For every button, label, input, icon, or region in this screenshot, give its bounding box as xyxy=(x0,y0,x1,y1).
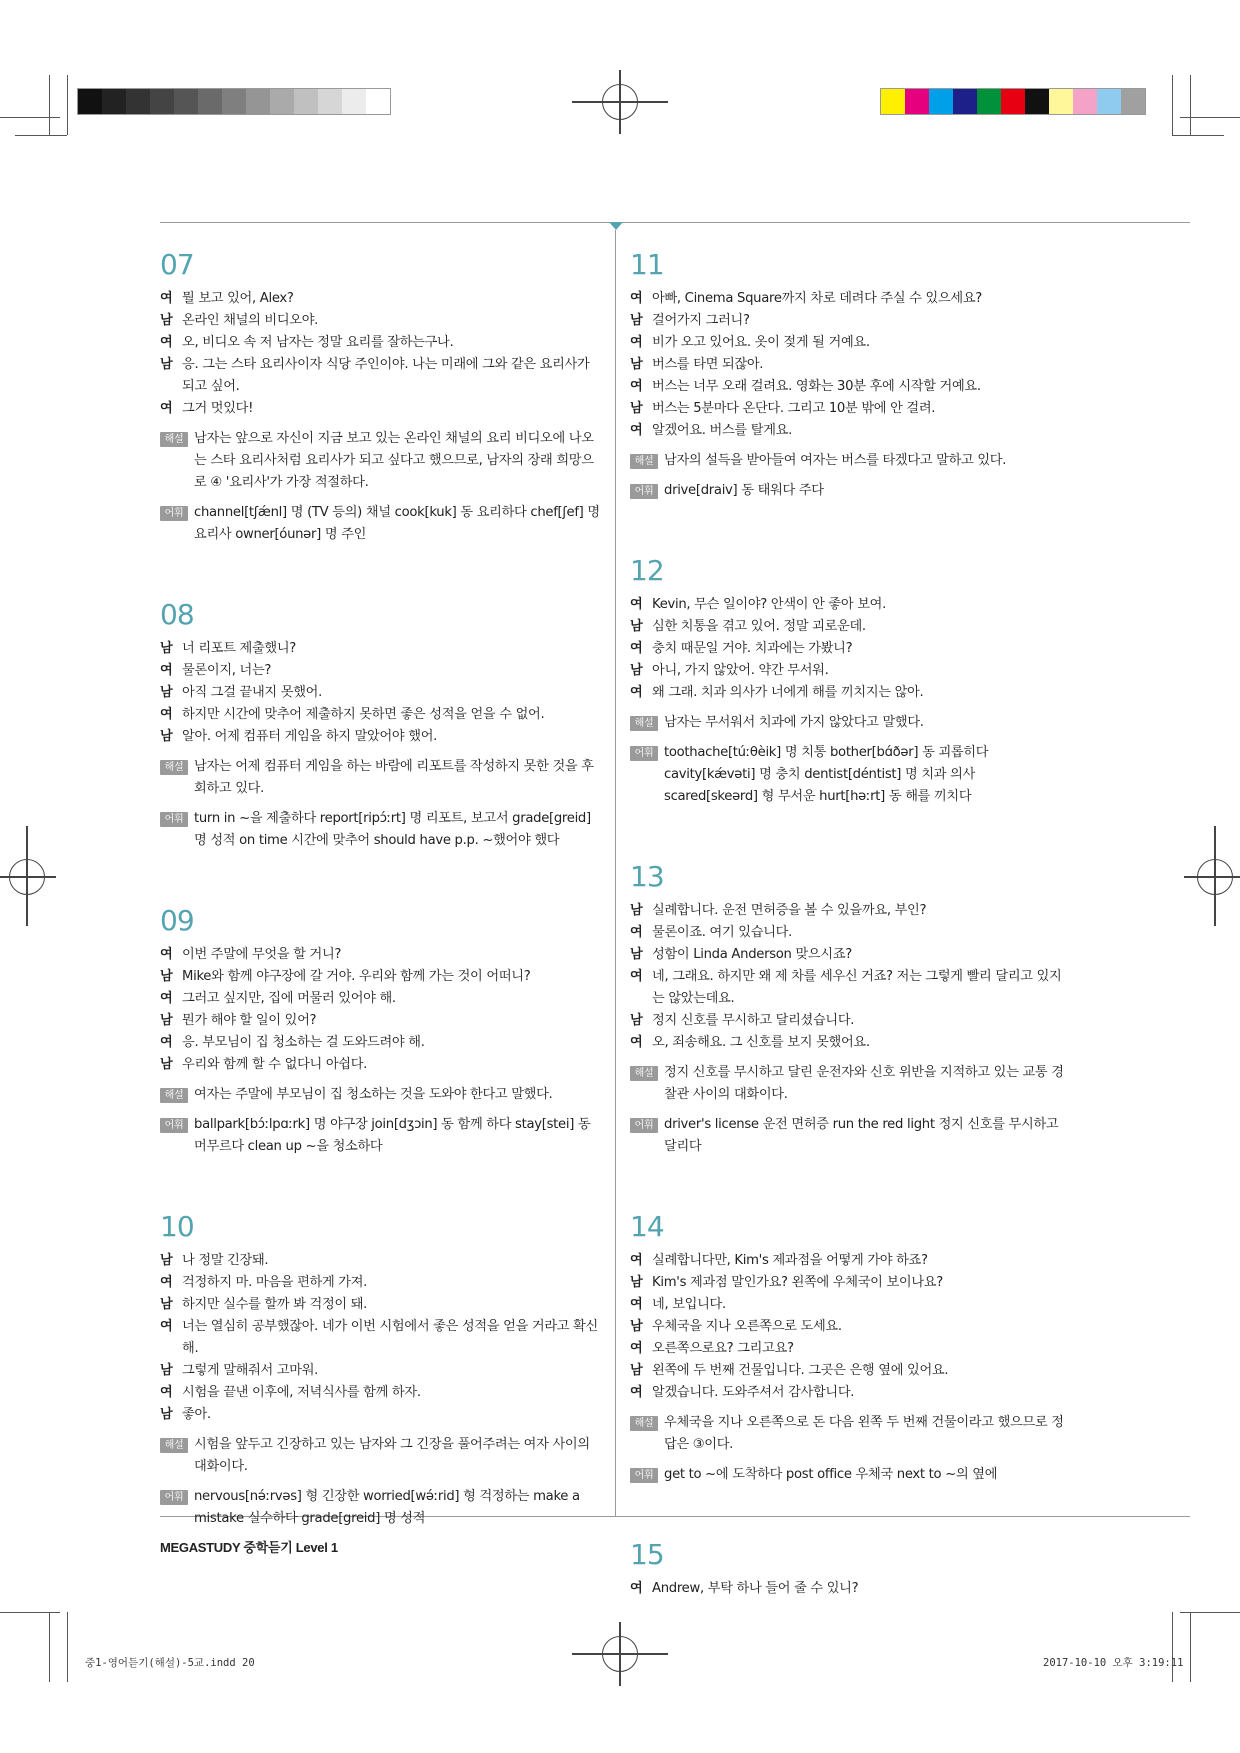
explanation-tag: 해설 xyxy=(160,1088,188,1103)
top-rule xyxy=(160,222,1190,223)
dialogue xyxy=(630,288,1070,442)
dialogue-line xyxy=(160,682,600,704)
left-column xyxy=(160,248,600,1582)
dialogue-text: 알겠어요. 버스를 탈게요. xyxy=(652,423,792,438)
question-number: 14 xyxy=(630,1210,664,1243)
swatch xyxy=(270,89,294,114)
vocabulary-tag: 어휘 xyxy=(630,1118,658,1133)
dialogue xyxy=(160,944,600,1076)
speaker-label: 여 xyxy=(160,663,173,678)
dialogue-text: Kevin, 무슨 일이야? 안색이 안 좋아 보여. xyxy=(652,597,886,612)
speaker-label: 남 xyxy=(630,357,643,372)
dialogue-line xyxy=(630,398,1070,420)
dialogue-text: 왜 그래. 치과 의사가 너에게 해를 끼치지는 않아. xyxy=(652,685,924,700)
dialogue-line xyxy=(630,900,1070,922)
swatch xyxy=(342,89,366,114)
vocabulary-text: drive[draiv] 동 태워다 주다 xyxy=(664,483,824,498)
speaker-label: 여 xyxy=(630,685,643,700)
question-block xyxy=(160,1210,600,1530)
dialogue-line xyxy=(630,922,1070,944)
speaker-label: 여 xyxy=(630,925,643,940)
swatch xyxy=(150,89,174,114)
speaker-label: 남 xyxy=(160,1407,173,1422)
question-number: 15 xyxy=(630,1538,664,1571)
dialogue-line xyxy=(630,1250,1070,1272)
dialogue-text: 알아. 어제 컴퓨터 게임을 하지 말았어야 했어. xyxy=(182,729,438,744)
dialogue-text: 우리와 함께 할 수 없다니 아쉽다. xyxy=(182,1057,368,1072)
dialogue-text: 오, 비디오 속 저 남자는 정말 요리를 잘하는구나. xyxy=(182,335,454,350)
dialogue-line xyxy=(160,288,600,310)
vocabulary-note xyxy=(160,502,600,546)
dialogue-text: 응. 그는 스타 요리사이자 식당 주인이야. 나는 미래에 그와 같은 요리사가 되고 싶어. xyxy=(182,357,590,394)
dialogue-line xyxy=(630,310,1070,332)
dialogue xyxy=(160,638,600,748)
speaker-label: 여 xyxy=(630,1035,643,1050)
speaker-label: 여 xyxy=(630,969,643,984)
dialogue-line xyxy=(160,1360,600,1382)
dialogue-text: 오른쪽으로요? 그리고요? xyxy=(652,1341,794,1356)
speaker-label: 남 xyxy=(160,313,173,328)
vocabulary-note xyxy=(630,1114,1070,1158)
dialogue-text: 하지만 실수를 할까 봐 걱정이 돼. xyxy=(182,1297,368,1312)
dialogue-line xyxy=(160,944,600,966)
dialogue-text: Mike와 함께 야구장에 갈 거야. 우리와 함께 가는 것이 어떠니? xyxy=(182,969,531,984)
dialogue-line xyxy=(160,638,600,660)
swatch xyxy=(366,89,390,114)
swatch xyxy=(222,89,246,114)
dialogue-text: 버스를 타면 되잖아. xyxy=(652,357,764,372)
vocabulary-text: nervous[nə́ːrvəs] 형 긴장한 worried[wə́ːrid] 형 걱정하는 make a mistake 실수하다 grade[greid] 명 성적 xyxy=(194,1489,580,1526)
dialogue-text: 실례합니다만, Kim's 제과점을 어떻게 가야 하죠? xyxy=(652,1253,928,1268)
swatch xyxy=(246,89,270,114)
vocabulary-text: turn in ~을 제출하다 report[ripɔ́ːrt] 명 리포트, 보고서 grade[greid] 명 성적 on time 시간에 맞추어 should have p.p. ~했어야 했다 xyxy=(194,811,591,848)
vocabulary-tag: 어휘 xyxy=(160,812,188,827)
vocabulary-text: get to ~에 도착하다 post office 우체국 next to ~의 옆에 xyxy=(664,1467,998,1482)
vocabulary-tag: 어휘 xyxy=(160,506,188,521)
speaker-label: 남 xyxy=(160,685,173,700)
question-block xyxy=(630,1538,1070,1600)
swatch xyxy=(126,89,150,114)
explanation-tag: 해설 xyxy=(630,716,658,731)
question-number: 09 xyxy=(160,904,194,937)
dialogue-line xyxy=(160,1404,600,1426)
question-number: 13 xyxy=(630,860,664,893)
dialogue xyxy=(630,900,1070,1054)
dialogue-text: 이번 주말에 무엇을 할 거니? xyxy=(182,947,342,962)
color-calibration-bar xyxy=(880,88,1146,115)
question-block xyxy=(160,248,600,546)
speaker-label: 남 xyxy=(630,947,643,962)
speaker-label: 여 xyxy=(160,947,173,962)
vocabulary-text: driver's license 운전 면허증 run the red light 정지 신호를 무시하고 달리다 xyxy=(664,1117,1059,1154)
dialogue-text: 물론이지, 너는? xyxy=(182,663,272,678)
explanation-tag: 해설 xyxy=(630,454,658,469)
swatch xyxy=(905,89,929,114)
dialogue-text: 실례합니다. 운전 면허증을 볼 수 있을까요, 부인? xyxy=(652,903,927,918)
dialogue-line xyxy=(160,1294,600,1316)
dialogue-text: 심한 치통을 겪고 있어. 정말 괴로운데. xyxy=(652,619,866,634)
vocabulary-text: toothache[túːθèik] 명 치통 bother[bɑ́ðər] 동 괴롭히다 cavity[kǽvəti] 명 충치 dentist[déntist] 명 치과 의사 scared[skeərd] 형 무서운 hurt[həːrt] 동 해를 끼치다 xyxy=(664,745,989,804)
dialogue-text: 걸어가지 그러니? xyxy=(652,313,750,328)
footer-title: MEGASTUDY 중학듣기 Level 1 xyxy=(160,1540,338,1555)
dialogue-text: 버스는 5분마다 온단다. 그리고 10분 밖에 안 걸려. xyxy=(652,401,936,416)
dialogue xyxy=(630,594,1070,704)
dialogue-line xyxy=(630,1010,1070,1032)
speaker-label: 여 xyxy=(160,1035,173,1050)
dialogue-line xyxy=(630,944,1070,966)
dialogue-line xyxy=(630,616,1070,638)
question-number: 12 xyxy=(630,554,664,587)
dialogue-line xyxy=(160,988,600,1010)
dialogue-text: 아니, 가지 않았어. 약간 무서워. xyxy=(652,663,829,678)
speaker-label: 남 xyxy=(160,357,173,372)
dialogue-line xyxy=(160,660,600,682)
speaker-label: 여 xyxy=(160,401,173,416)
explanation-tag: 해설 xyxy=(160,1438,188,1453)
slug-date: 2017-10-10 오후 3:19:11 xyxy=(1043,1657,1184,1669)
dialogue-line xyxy=(160,354,600,398)
dialogue-line xyxy=(160,1316,600,1360)
speaker-label: 여 xyxy=(160,291,173,306)
dialogue-line xyxy=(630,682,1070,704)
dialogue-line xyxy=(630,1382,1070,1404)
top-rule-marker xyxy=(609,222,623,230)
dialogue-line xyxy=(630,420,1070,442)
column-divider xyxy=(615,230,616,1516)
explanation-text: 남자는 앞으로 자신이 지금 보고 있는 온라인 채널의 요리 비디오에 나오는 스타 요리사처럼 요리사가 되고 싶다고 했으므로, 남자의 장래 희망으로 ④ '요리사'가 가장 적절하다. xyxy=(194,431,594,490)
explanation-note xyxy=(160,1434,600,1478)
dialogue-text: 하지만 시간에 맞추어 제출하지 못하면 좋은 성적을 얻을 수 없어. xyxy=(182,707,545,722)
dialogue-line xyxy=(160,704,600,726)
dialogue-text: 응. 부모님이 집 청소하는 걸 도와드려야 해. xyxy=(182,1035,425,1050)
explanation-note xyxy=(160,428,600,494)
speaker-label: 남 xyxy=(160,1363,173,1378)
dialogue-line xyxy=(630,1272,1070,1294)
dialogue-text: Andrew, 부탁 하나 들어 줄 수 있니? xyxy=(652,1581,859,1596)
dialogue-line xyxy=(630,1316,1070,1338)
explanation-tag: 해설 xyxy=(160,432,188,447)
vocabulary-tag: 어휘 xyxy=(630,746,658,761)
speaker-label: 여 xyxy=(160,991,173,1006)
vocabulary-text: channel[tʃǽnl] 명 (TV 등의) 채널 cook[kuk] 동 요리하다 chef[ʃef] 명 요리사 owner[óunər] 명 주인 xyxy=(194,505,600,542)
speaker-label: 남 xyxy=(630,1319,643,1334)
vocabulary-note xyxy=(160,808,600,852)
speaker-label: 여 xyxy=(160,707,173,722)
explanation-text: 정지 신호를 무시하고 달린 운전자와 신호 위반을 지적하고 있는 교통 경찰관 사이의 대화이다. xyxy=(664,1065,1064,1102)
vocabulary-tag: 어휘 xyxy=(160,1118,188,1133)
speaker-label: 남 xyxy=(630,1275,643,1290)
speaker-label: 여 xyxy=(630,291,643,306)
question-number: 08 xyxy=(160,598,194,631)
dialogue-text: 정지 신호를 무시하고 달리셨습니다. xyxy=(652,1013,855,1028)
speaker-label: 여 xyxy=(630,597,643,612)
question-block xyxy=(160,904,600,1158)
dialogue-line xyxy=(160,1272,600,1294)
explanation-note xyxy=(630,712,1070,734)
swatch xyxy=(78,89,102,114)
dialogue xyxy=(630,1250,1070,1404)
explanation-text: 시험을 앞두고 긴장하고 있는 남자와 그 긴장을 풀어주려는 여자 사이의 대화이다. xyxy=(194,1437,590,1474)
dialogue-text: 뭔가 해야 할 일이 있어? xyxy=(182,1013,317,1028)
dialogue-text: 네, 그래요. 하지만 왜 제 차를 세우신 거죠? 저는 그렇게 빨리 달리고 있지는 않았는데요. xyxy=(652,969,1062,1006)
swatch xyxy=(102,89,126,114)
dialogue-text: 너는 열심히 공부했잖아. 네가 이번 시험에서 좋은 성적을 얻을 거라고 확신해. xyxy=(182,1319,598,1356)
swatch xyxy=(929,89,953,114)
speaker-label: 남 xyxy=(630,1363,643,1378)
speaker-label: 여 xyxy=(630,641,643,656)
swatch xyxy=(1073,89,1097,114)
question-number: 11 xyxy=(630,248,664,281)
dialogue-text: 왼쪽에 두 번째 건물입니다. 그곳은 은행 옆에 있어요. xyxy=(652,1363,949,1378)
vocabulary-text: ballpark[bɔ́ːlpɑːrk] 명 야구장 join[dʒɔin] 동 함께 하다 stay[stei] 동 머무르다 clean up ~을 청소하다 xyxy=(194,1117,591,1154)
speaker-label: 여 xyxy=(630,335,643,350)
right-column xyxy=(630,248,1070,1652)
question-block xyxy=(630,1210,1070,1486)
explanation-note xyxy=(160,756,600,800)
dialogue xyxy=(160,1250,600,1426)
speaker-label: 남 xyxy=(160,1297,173,1312)
speaker-label: 남 xyxy=(160,1253,173,1268)
dialogue-text: 네, 보입니다. xyxy=(652,1297,726,1312)
swatch xyxy=(1097,89,1121,114)
swatch xyxy=(881,89,905,114)
swatch xyxy=(1001,89,1025,114)
swatch xyxy=(294,89,318,114)
dialogue-line xyxy=(630,332,1070,354)
vocabulary-note xyxy=(630,742,1070,808)
swatch xyxy=(1049,89,1073,114)
speaker-label: 남 xyxy=(630,313,643,328)
swatch xyxy=(953,89,977,114)
speaker-label: 남 xyxy=(630,1013,643,1028)
speaker-label: 남 xyxy=(630,903,643,918)
explanation-text: 남자는 어제 컴퓨터 게임을 하는 바람에 리포트를 작성하지 못한 것을 후회하고 있다. xyxy=(194,759,594,796)
dialogue-text: 알겠습니다. 도와주셔서 감사합니다. xyxy=(652,1385,855,1400)
vocabulary-note xyxy=(630,480,1070,502)
speaker-label: 남 xyxy=(160,1013,173,1028)
dialogue-text: 걱정하지 마. 마음을 편하게 가져. xyxy=(182,1275,368,1290)
dialogue-text: 충치 때문일 거야. 치과에는 가봤니? xyxy=(652,641,853,656)
vocabulary-note xyxy=(160,1486,600,1530)
dialogue-text: 나 정말 긴장돼. xyxy=(182,1253,269,1268)
dialogue-line xyxy=(630,1578,1070,1600)
speaker-label: 여 xyxy=(630,379,643,394)
dialogue-line xyxy=(630,660,1070,682)
speaker-label: 여 xyxy=(630,1253,643,1268)
question-number: 10 xyxy=(160,1210,194,1243)
speaker-label: 여 xyxy=(630,1297,643,1312)
swatch xyxy=(1121,89,1145,114)
speaker-label: 여 xyxy=(160,335,173,350)
speaker-label: 남 xyxy=(160,969,173,984)
speaker-label: 남 xyxy=(630,401,643,416)
speaker-label: 남 xyxy=(160,1057,173,1072)
speaker-label: 여 xyxy=(160,1319,173,1334)
dialogue xyxy=(630,1578,1070,1600)
dialogue-text: 성함이 Linda Anderson 맞으시죠? xyxy=(652,947,852,962)
slug-file: 중1-영어듣기(해설)-5교.indd 20 xyxy=(85,1657,255,1669)
dialogue-text: 버스는 너무 오래 걸려요. 영화는 30분 후에 시작할 거예요. xyxy=(652,379,981,394)
dialogue-text: 오, 죄송해요. 그 신호를 보지 못했어요. xyxy=(652,1035,870,1050)
explanation-note xyxy=(630,450,1070,472)
swatch xyxy=(318,89,342,114)
dialogue-text: 그렇게 말해줘서 고마워. xyxy=(182,1363,319,1378)
speaker-label: 여 xyxy=(630,1581,643,1596)
speaker-label: 남 xyxy=(630,663,643,678)
dialogue-line xyxy=(160,398,600,420)
dialogue-line xyxy=(160,1382,600,1404)
vocabulary-note xyxy=(160,1114,600,1158)
dialogue xyxy=(160,288,600,420)
explanation-note xyxy=(160,1084,600,1106)
question-number: 07 xyxy=(160,248,194,281)
question-block xyxy=(630,554,1070,808)
speaker-label: 여 xyxy=(630,423,643,438)
dialogue-line xyxy=(630,1360,1070,1382)
question-block xyxy=(630,860,1070,1158)
explanation-text: 남자의 설득을 받아들여 여자는 버스를 타겠다고 말하고 있다. xyxy=(664,453,1007,468)
dialogue-line xyxy=(630,1294,1070,1316)
dialogue-line xyxy=(630,354,1070,376)
dialogue-text: 아빠, Cinema Square까지 차로 데려다 주실 수 있으세요? xyxy=(652,291,982,306)
dialogue-line xyxy=(160,310,600,332)
dialogue-text: 너 리포트 제출했니? xyxy=(182,641,296,656)
speaker-label: 남 xyxy=(160,729,173,744)
dialogue-text: 좋아. xyxy=(182,1407,211,1422)
dialogue-line xyxy=(160,1054,600,1076)
explanation-tag: 해설 xyxy=(630,1066,658,1081)
explanation-note xyxy=(630,1062,1070,1106)
dialogue-line xyxy=(630,1032,1070,1054)
vocabulary-note xyxy=(630,1464,1070,1486)
swatch xyxy=(198,89,222,114)
dialogue-line xyxy=(630,288,1070,310)
dialogue-text: 뭘 보고 있어, Alex? xyxy=(182,291,294,306)
dialogue-line xyxy=(160,1032,600,1054)
explanation-tag: 해설 xyxy=(630,1416,658,1431)
dialogue-text: Kim's 제과점 말인가요? 왼쪽에 우체국이 보이나요? xyxy=(652,1275,943,1290)
dialogue-text: 아직 그걸 끝내지 못했어. xyxy=(182,685,322,700)
dialogue-text: 우체국을 지나 오른쪽으로 도세요. xyxy=(652,1319,842,1334)
speaker-label: 남 xyxy=(160,641,173,656)
speaker-label: 여 xyxy=(160,1275,173,1290)
swatch xyxy=(977,89,1001,114)
dialogue-text: 물론이죠. 여기 있습니다. xyxy=(652,925,792,940)
dialogue-line xyxy=(160,332,600,354)
explanation-text: 우체국을 지나 오른쪽으로 돈 다음 왼쪽 두 번째 건물이라고 했으므로 정답은 ③이다. xyxy=(664,1415,1064,1452)
dialogue-text: 그러고 싶지만, 집에 머물러 있어야 해. xyxy=(182,991,396,1006)
speaker-label: 여 xyxy=(630,1385,643,1400)
explanation-text: 여자는 주말에 부모님이 집 청소하는 것을 도와야 한다고 말했다. xyxy=(194,1087,553,1102)
speaker-label: 남 xyxy=(630,619,643,634)
dialogue-line xyxy=(630,638,1070,660)
dialogue-line xyxy=(160,726,600,748)
speaker-label: 여 xyxy=(630,1341,643,1356)
question-block xyxy=(630,248,1070,502)
explanation-note xyxy=(630,1412,1070,1456)
swatch xyxy=(174,89,198,114)
dialogue-line xyxy=(160,1250,600,1272)
explanation-tag: 해설 xyxy=(160,760,188,775)
dialogue-line xyxy=(630,1338,1070,1360)
dialogue-text: 시험을 끝낸 이후에, 저녁식사를 함께 하자. xyxy=(182,1385,421,1400)
dialogue-line xyxy=(630,594,1070,616)
vocabulary-tag: 어휘 xyxy=(160,1490,188,1505)
dialogue-line xyxy=(160,966,600,988)
dialogue-text: 온라인 채널의 비디오야. xyxy=(182,313,319,328)
dialogue-line xyxy=(160,1010,600,1032)
vocabulary-tag: 어휘 xyxy=(630,484,658,499)
dialogue-text: 그거 멋있다! xyxy=(182,401,254,416)
dialogue-text: 비가 오고 있어요. 옷이 젖게 될 거예요. xyxy=(652,335,870,350)
grayscale-calibration-bar xyxy=(77,88,391,115)
explanation-text: 남자는 무서워서 치과에 가지 않았다고 말했다. xyxy=(664,715,924,730)
speaker-label: 여 xyxy=(160,1385,173,1400)
question-block xyxy=(160,598,600,852)
dialogue-line xyxy=(630,966,1070,1010)
swatch xyxy=(1025,89,1049,114)
dialogue-line xyxy=(630,376,1070,398)
vocabulary-tag: 어휘 xyxy=(630,1468,658,1483)
